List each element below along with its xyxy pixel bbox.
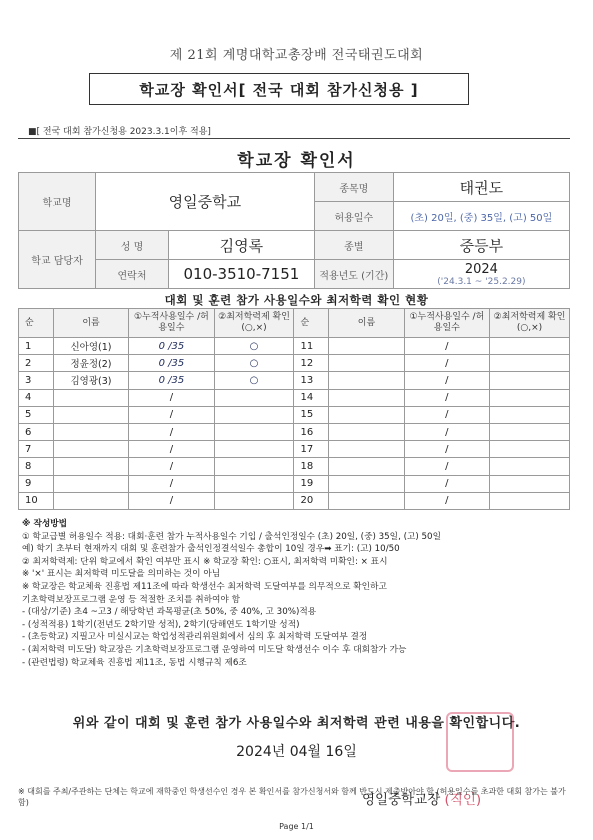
- event-title: 제 21회 계명대학교총장배 전국태권도대회: [169, 48, 424, 63]
- row-name: [329, 458, 404, 475]
- school-name: 영일중학교: [96, 173, 315, 231]
- row-name: [53, 389, 128, 406]
- row-check: ○: [214, 372, 294, 389]
- row-check: [490, 372, 570, 389]
- instruction-line: - (성적적용) 1학기(전년도 2학기말 성적), 2학기(당해연도 1학기말 성적): [22, 619, 300, 630]
- row-no: 8: [19, 458, 54, 475]
- row-days: /: [404, 423, 489, 440]
- row-no: 3: [19, 372, 54, 389]
- issue-date: 2024년 04월 16일: [236, 744, 357, 760]
- document-type-box: [89, 73, 469, 105]
- row-days: /: [129, 389, 214, 406]
- table-row: [19, 458, 570, 475]
- row-no: 12: [294, 355, 329, 372]
- confirmation-statement: 위와 같이 대회 및 훈련 참가 사용일수와 최저학력 관련 내용을 확인합니다.: [72, 716, 521, 731]
- row-days: /: [129, 441, 214, 458]
- row-days: /: [404, 441, 489, 458]
- row-days: /: [404, 389, 489, 406]
- row-name: [329, 355, 404, 372]
- row-no: 7: [19, 441, 54, 458]
- row-days: /: [404, 458, 489, 475]
- row-no: 4: [19, 389, 54, 406]
- instruction-line: ② 최저학력제: 단위 학교에서 확인 여부만 표시 ※ 학교장 확인: ○표시, 최저학력 미확인: × 표시: [22, 556, 388, 567]
- row-check: [214, 475, 294, 492]
- row-check: [490, 389, 570, 406]
- row-days: /: [404, 338, 489, 355]
- row-no: 1: [19, 338, 54, 355]
- instructions: [22, 518, 570, 669]
- row-days: 0 /35: [129, 338, 214, 355]
- col-check: ②최저학력제 확인(○,×): [214, 309, 294, 338]
- row-no: 16: [294, 423, 329, 440]
- name-label: 성 명: [96, 231, 169, 260]
- instruction-line: ※ 작성방법: [22, 519, 68, 529]
- row-days: /: [404, 355, 489, 372]
- contact-label: 연락처: [96, 260, 169, 289]
- table-row: [19, 389, 570, 406]
- row-days: /: [129, 406, 214, 423]
- instruction-line: - (대상/기준) 초4 ~고3 / 해당학년 과목평균(초 50%, 중 40%, 고 30%)적용: [22, 607, 317, 618]
- manager-label: 학교 담당자: [19, 231, 96, 289]
- event-label: 종목명: [314, 173, 393, 202]
- row-name: [53, 423, 128, 440]
- row-no: 11: [294, 338, 329, 355]
- table-row: [19, 423, 570, 440]
- row-name: [329, 441, 404, 458]
- year-label: 적용년도 (기간): [314, 260, 393, 289]
- row-name: [53, 475, 128, 492]
- year-cell: [393, 260, 569, 289]
- row-no: 17: [294, 441, 329, 458]
- row-check: [490, 492, 570, 509]
- row-check: [490, 441, 570, 458]
- instruction-line: 기초학력보장프로그램 운영 등 적절한 조치를 취하여야 함: [22, 594, 240, 605]
- school-info-table: [18, 172, 570, 289]
- row-no: 14: [294, 389, 329, 406]
- col-check-2: ②최저학력제 확인(○,×): [490, 309, 570, 338]
- row-check: ○: [214, 355, 294, 372]
- row-name: [329, 423, 404, 440]
- row-no: 10: [19, 492, 54, 509]
- table-row: [19, 372, 570, 389]
- col-no-2: 순: [294, 309, 329, 338]
- row-no: 15: [294, 406, 329, 423]
- participation-table: [18, 308, 570, 510]
- contact-number: 010-3510-7151: [169, 260, 315, 289]
- row-no: 9: [19, 475, 54, 492]
- row-check: [214, 441, 294, 458]
- row-no: 5: [19, 406, 54, 423]
- col-name-2: 이름: [329, 309, 404, 338]
- row-name: [329, 475, 404, 492]
- table-row: [19, 475, 570, 492]
- row-days: /: [404, 475, 489, 492]
- row-name: [329, 492, 404, 509]
- row-check: [214, 389, 294, 406]
- row-name: 정윤정(2): [53, 355, 128, 372]
- manager-name: 김영록: [169, 231, 315, 260]
- school-label: 학교명: [19, 173, 96, 231]
- row-days: /: [404, 406, 489, 423]
- row-name: [53, 406, 128, 423]
- row-no: 2: [19, 355, 54, 372]
- application-note: ■[ 전국 대회 참가신청용 2023.3.1이후 적용]: [28, 127, 211, 137]
- row-check: [214, 406, 294, 423]
- instruction-line: ※ '×' 표시는 최저학력 미도달을 의미하는 것이 아님: [22, 569, 221, 580]
- row-no: 18: [294, 458, 329, 475]
- col-days: ①누적사용일수 /허용일수: [129, 309, 214, 338]
- row-name: [329, 389, 404, 406]
- row-days: /: [129, 492, 214, 509]
- table-row: [19, 406, 570, 423]
- row-days: /: [404, 372, 489, 389]
- instruction-line: ① 학교급별 허용일수 적용: 대회·훈련 참가 누적사용일수 기입 / 출석인정일수 (초) 20일, (중) 35일, (고) 50일: [22, 531, 441, 542]
- row-check: ○: [214, 338, 294, 355]
- row-no: 20: [294, 492, 329, 509]
- page-number: Page 1/1: [279, 822, 314, 831]
- division-label: 종별: [314, 231, 393, 260]
- row-name: [329, 338, 404, 355]
- form-title: 학교장 확인서: [237, 151, 356, 171]
- row-check: [490, 423, 570, 440]
- instruction-line: 예) 학기 초부터 현재까지 대회 및 훈련참가 출석인정결석일수 총합이 10일 경우➡ 표기: (고) 10/50: [22, 544, 400, 555]
- table-row: [19, 355, 570, 372]
- row-check: [490, 406, 570, 423]
- footnote: ※ 대회를 주최/주관하는 단체는 학교에 재학중인 학생선수인 경우 본 확인서를 참가신청서와 함께 반드시 제출받아야 함 (허용일수를 초과한 대회 참가는 불가함): [18, 787, 566, 807]
- row-days: 0 /35: [129, 372, 214, 389]
- row-days: /: [129, 423, 214, 440]
- row-name: [53, 492, 128, 509]
- table-row: [19, 492, 570, 509]
- instruction-line: - (최저학력 미도달) 학교장은 기초학력보장프로그램 운영하여 미도달 학생선수 이수 후 대회참가 가능: [22, 644, 407, 655]
- row-days: /: [129, 458, 214, 475]
- row-days: 0 /35: [129, 355, 214, 372]
- row-days: /: [129, 475, 214, 492]
- section-title: 대회 및 훈련 참가 사용일수와 최저학력 확인 현황: [164, 293, 429, 307]
- row-no: 19: [294, 475, 329, 492]
- row-check: [214, 458, 294, 475]
- row-no: 13: [294, 372, 329, 389]
- col-days-2: ①누적사용일수 /허용일수: [404, 309, 489, 338]
- row-check: [214, 492, 294, 509]
- row-days: /: [404, 492, 489, 509]
- official-seal: [446, 712, 514, 772]
- col-no: 순: [19, 309, 54, 338]
- allowed-days: (초) 20일, (중) 35일, (고) 50일: [393, 202, 569, 231]
- instruction-line: - (초등학교) 지필고사 미실시교는 학업성적관리위원회에서 심의 후 최저학력 도달여부 결정: [22, 632, 368, 643]
- table-header-row: [19, 309, 570, 338]
- table-row: [19, 338, 570, 355]
- division: 중등부: [393, 231, 569, 260]
- col-name: 이름: [53, 309, 128, 338]
- year: 2024: [464, 261, 498, 277]
- row-name: [53, 458, 128, 475]
- signer-name: 영일중학교장: [362, 792, 441, 808]
- event-name: 태권도: [393, 173, 569, 202]
- row-name: [329, 406, 404, 423]
- row-check: [490, 355, 570, 372]
- row-name: 김영광(3): [53, 372, 128, 389]
- instruction-line: ※ 학교장은 학교체육 진흥법 제11조에 따라 학생선수 최저학력 도달여부를 의무적으로 확인하고: [22, 581, 387, 592]
- table-row: [19, 441, 570, 458]
- row-name: [53, 441, 128, 458]
- allowed-days-label: 허용일수: [314, 202, 393, 231]
- seal-label: (직인): [444, 792, 482, 808]
- period: ('24.3.1 ~ '25.2.29): [437, 276, 526, 287]
- row-check: [490, 458, 570, 475]
- row-name: 신아영(1): [53, 338, 128, 355]
- instruction-line: - (관련법령) 학교체육 진흥법 제11조, 동법 시행규칙 제6조: [22, 657, 247, 668]
- row-name: [329, 372, 404, 389]
- row-check: [490, 475, 570, 492]
- row-check: [490, 338, 570, 355]
- document-type-label: 학교장 확인서[ 전국 대회 참가신청용 ]: [139, 80, 419, 99]
- row-check: [214, 423, 294, 440]
- row-no: 6: [19, 423, 54, 440]
